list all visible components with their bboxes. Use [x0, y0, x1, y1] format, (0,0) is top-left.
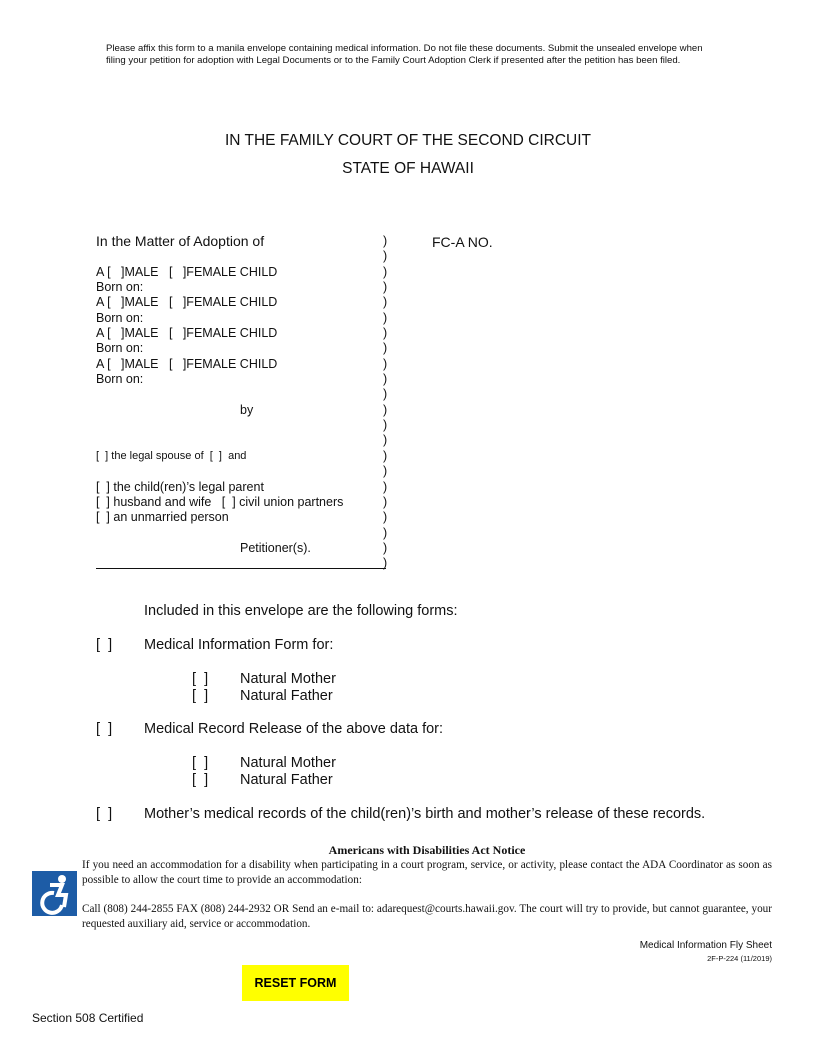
paren: ) — [383, 510, 388, 525]
matter-text: In the Matter of Adoption of — [96, 233, 265, 249]
mi-father-label: Natural Father — [240, 688, 333, 704]
rel-mother-checkbox[interactable]: [ ] — [192, 755, 209, 771]
forms-intro: Included in this envelope are the following forms: — [144, 603, 458, 619]
ada-paragraph-1: If you need an accommodation for a disability when participating in a court program, service, or activity, please contact the ADA Coordinator as soon as possible to allow the court time to provide an accommodation: — [82, 859, 772, 886]
rel-mother-label: Natural Mother — [240, 755, 336, 771]
form-name: Medical Information Fly Sheet — [639, 940, 772, 951]
legal-spouse-field[interactable]: [ ] the legal spouse of [ ] and — [96, 449, 247, 462]
child-sex-checkboxes[interactable]: A [ ]MALE [ ]FEMALE CHILD — [96, 295, 278, 310]
paren: ) — [383, 433, 388, 448]
child-sex-checkboxes[interactable]: A [ ]MALE [ ]FEMALE CHILD — [96, 264, 278, 279]
caption-underline — [96, 556, 386, 569]
paren: ) — [383, 387, 388, 402]
paren: ) — [383, 525, 388, 540]
child-line[interactable] — [96, 357, 396, 372]
paren: ) — [383, 280, 388, 295]
paren: ) — [383, 448, 388, 463]
paren: ) — [383, 372, 388, 387]
paren: ) — [383, 326, 388, 341]
child-sex-checkboxes[interactable]: A [ ]MALE [ ]FEMALE CHILD — [96, 326, 278, 341]
court-title: IN THE FAMILY COURT OF THE SECOND CIRCUIT — [224, 132, 592, 149]
release-label: Medical Record Release of the above data for: — [144, 721, 444, 737]
child-line[interactable] — [96, 326, 396, 341]
paren: ) — [383, 479, 388, 494]
medical-info-label: Medical Information Form for: — [144, 637, 334, 653]
husband-wife-checkbox[interactable]: [ ] husband and wife [ ] civil union partners — [96, 494, 344, 509]
born-on-field[interactable]: Born on: — [96, 310, 144, 325]
section-508-label: Section 508 Certified — [32, 1011, 144, 1025]
paren: ) — [383, 556, 388, 571]
filing-instructions: Please affix this form to a manila envelope containing medical information. Do not file these documents. Submit the unsealed envelope when filing your petition for adoption with Legal Documents or to the Family Court Adoption Clerk if presented after the petition has been filed. — [106, 43, 703, 67]
mi-father-checkbox[interactable]: [ ] — [192, 688, 209, 704]
legal-parent-checkbox[interactable]: [ ] the child(ren)’s legal parent — [96, 479, 264, 494]
release-checkbox[interactable]: [ ] — [96, 721, 113, 737]
petitioners-label: Petitioner(s). — [240, 540, 311, 555]
ada-title: Americans with Disabilities Act Notice — [328, 843, 526, 857]
paren: ) — [383, 464, 388, 479]
form-footer — [640, 940, 772, 963]
paren: ) — [383, 249, 388, 264]
mothers-records-label: Mother’s medical records of the child(ren)’s birth and mother’s release of these records. — [144, 806, 706, 822]
mi-mother-label: Natural Mother — [240, 671, 336, 687]
paren: ) — [383, 402, 388, 417]
paren: ) — [383, 418, 388, 433]
paren: ) — [383, 234, 388, 248]
paren: ) — [383, 341, 388, 356]
mi-mother-checkbox[interactable]: [ ] — [192, 671, 209, 687]
medical-info-checkbox[interactable]: [ ] — [96, 637, 113, 653]
ada-paragraph-2: Call (808) 244-2855 FAX (808) 244-2932 OR Send an e-mail to: adarequest@courts.hawaii.gov. The court will try to provide, but cannot guarantee, your requested auxiliary aid, service or accommodation. — [82, 903, 772, 930]
paren: ) — [383, 540, 388, 555]
born-on-field[interactable]: Born on: — [96, 280, 144, 295]
ada-notice — [82, 843, 772, 946]
born-on-field[interactable]: Born on: — [96, 341, 144, 356]
case-number-field[interactable]: FC-A NO. — [432, 234, 493, 250]
accessibility-icon — [32, 871, 77, 916]
rel-father-checkbox[interactable]: [ ] — [192, 772, 209, 788]
unmarried-checkbox[interactable]: [ ] an unmarried person — [96, 510, 229, 525]
matter-line — [96, 234, 396, 249]
paren: ) — [383, 494, 388, 509]
child-line[interactable] — [96, 295, 396, 310]
paren: ) — [383, 295, 388, 310]
form-number: 2F-P-224 (11/2019) — [707, 954, 772, 963]
paren: ) — [383, 264, 388, 279]
case-caption — [96, 234, 396, 572]
by-text: by — [240, 402, 254, 417]
child-sex-checkboxes[interactable]: A [ ]MALE [ ]FEMALE CHILD — [96, 356, 278, 371]
rel-father-label: Natural Father — [240, 772, 333, 788]
child-line[interactable] — [96, 265, 396, 280]
paren: ) — [383, 310, 388, 325]
state-title: STATE OF HAWAII — [342, 160, 474, 177]
reset-form-button[interactable]: RESET FORM — [242, 965, 349, 1001]
paren: ) — [383, 356, 388, 371]
born-on-field[interactable]: Born on: — [96, 372, 144, 387]
mothers-records-checkbox[interactable]: [ ] — [96, 806, 113, 822]
